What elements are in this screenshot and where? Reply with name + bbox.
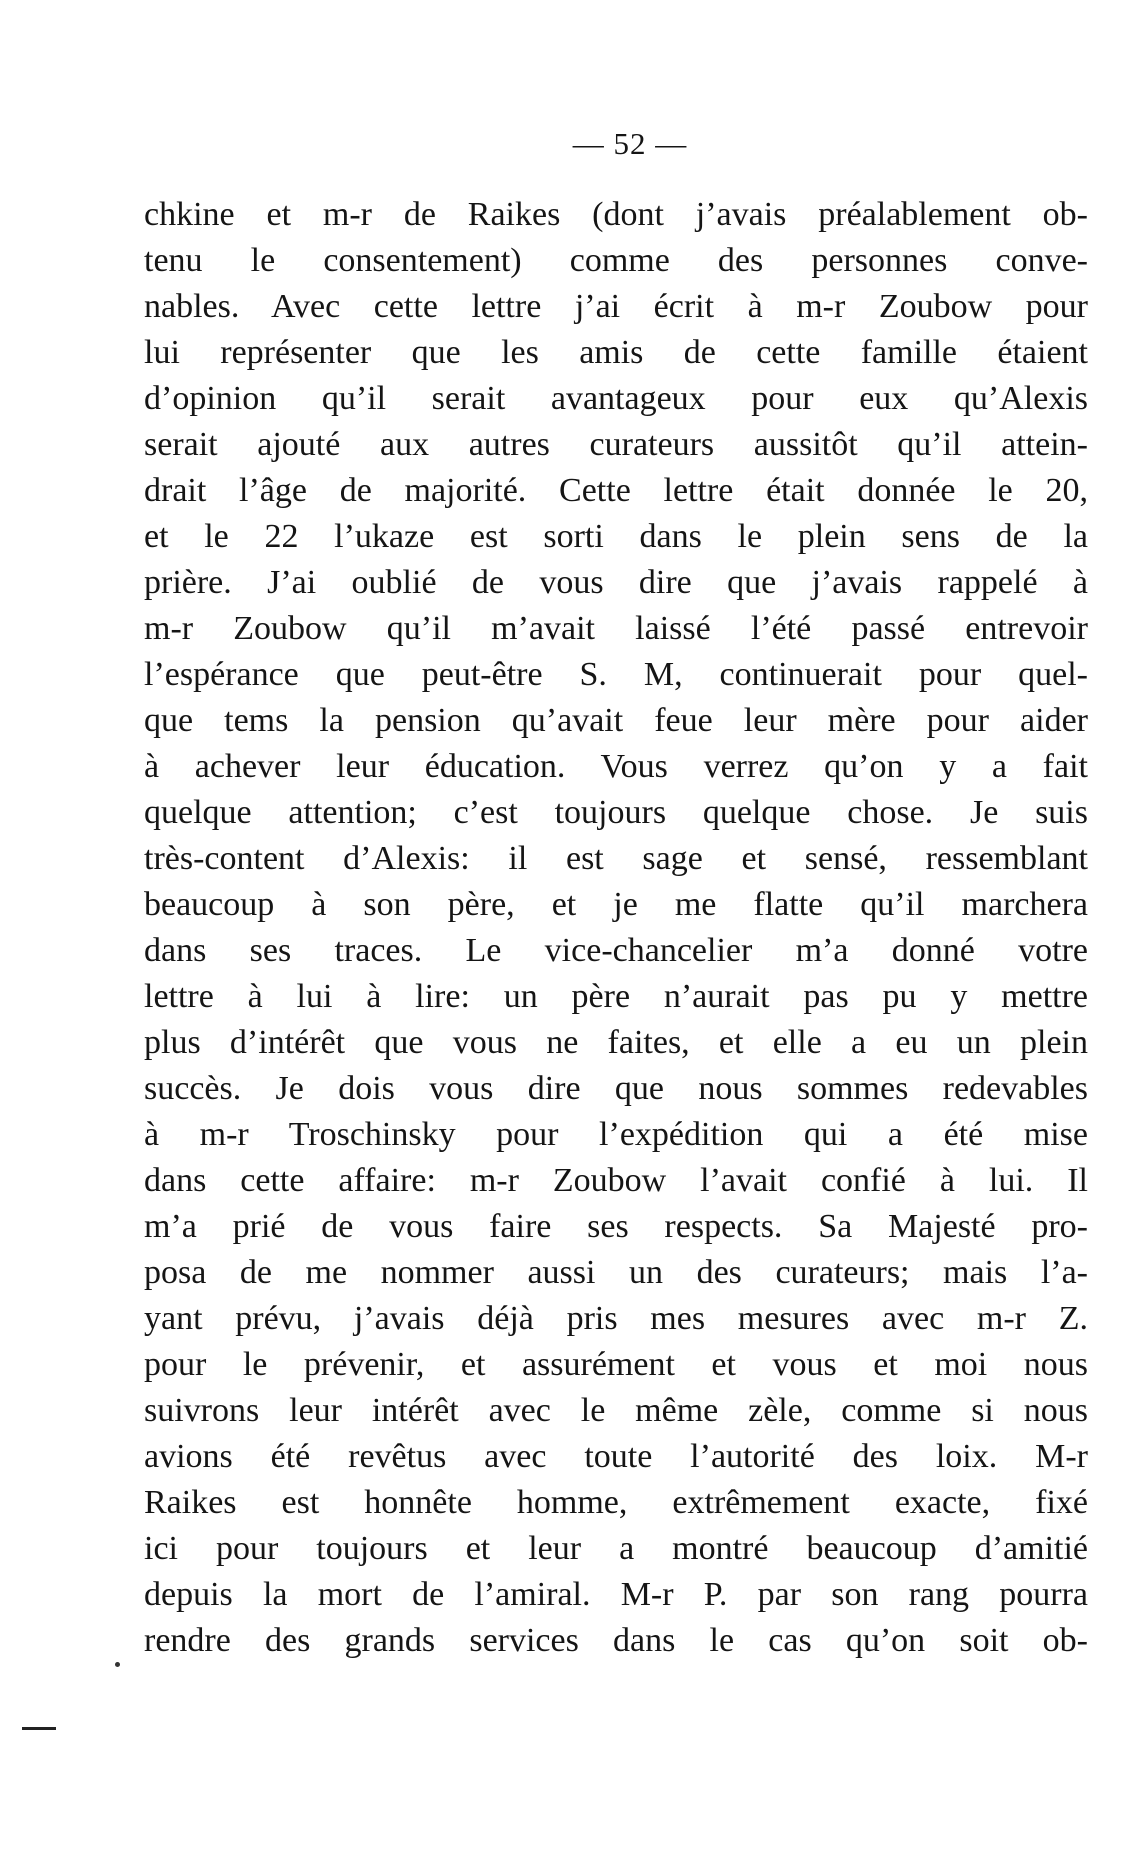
text-line: lui représenter que les amis de cette famille étaient: [144, 334, 1088, 371]
body-text: [144, 192, 1088, 1664]
text-line: quelque attention; c’est toujours quelque chose. Je suis: [144, 794, 1088, 831]
text-line: yant prévu, j’avais déjà pris mes mesures avec m-r Z.: [144, 1300, 1088, 1337]
text-line: à m-r Troschinsky pour l’expédition qui a été mise: [144, 1116, 1088, 1153]
margin-dash-mark: [22, 1727, 56, 1730]
text-line: drait l’âge de majorité. Cette lettre était donnée le 20,: [144, 472, 1088, 509]
text-line: que tems la pension qu’avait feue leur mère pour aider: [144, 702, 1088, 739]
text-line: très-content d’Alexis: il est sage et sensé, ressemblant: [144, 840, 1088, 877]
page-number: — 52 —: [572, 126, 688, 161]
text-line: prière. J’ai oublié de vous dire que j’avais rappelé à: [144, 564, 1088, 601]
text-line: dans cette affaire: m-r Zoubow l’avait confié à lui. Il: [144, 1162, 1088, 1199]
text-line: l’espérance que peut-être S. M, continuerait pour quel-: [144, 656, 1088, 693]
text-line: plus d’intérêt que vous ne faites, et elle a eu un plein: [144, 1024, 1088, 1061]
text-line: rendre des grands services dans le cas qu’on soit ob-: [144, 1622, 1088, 1659]
text-line: suivrons leur intérêt avec le même zèle, comme si nous: [144, 1392, 1088, 1429]
text-line: succès. Je dois vous dire que nous sommes redevables: [144, 1070, 1088, 1107]
text-line: beaucoup à son père, et je me flatte qu’il marchera: [144, 886, 1088, 923]
text-line: m’a prié de vous faire ses respects. Sa Majesté pro-: [144, 1208, 1088, 1245]
text-line: et le 22 l’ukaze est sorti dans le plein sens de la: [144, 518, 1088, 555]
text-line: nables. Avec cette lettre j’ai écrit à m-r Zoubow pour: [144, 288, 1088, 325]
text-line: d’opinion qu’il serait avantageux pour eux qu’Alexis: [144, 380, 1088, 417]
text-line: m-r Zoubow qu’il m’avait laissé l’été passé entrevoir: [144, 610, 1088, 647]
margin-speck: [115, 1662, 120, 1667]
text-line: avions été revêtus avec toute l’autorité des loix. M-r: [144, 1438, 1088, 1475]
text-line: ici pour toujours et leur a montré beaucoup d’amitié: [144, 1530, 1088, 1567]
text-line: posa de me nommer aussi un des curateurs; mais l’a-: [144, 1254, 1088, 1291]
text-line: dans ses traces. Le vice-chancelier m’a donné votre: [144, 932, 1088, 969]
text-line: Raikes est honnête homme, extrêmement exacte, fixé: [144, 1484, 1088, 1521]
text-line: à achever leur éducation. Vous verrez qu’on y a fait: [144, 748, 1088, 785]
text-line: lettre à lui à lire: un père n’aurait pas pu y mettre: [144, 978, 1088, 1015]
text-line: chkine et m-r de Raikes (dont j’avais préalablement ob-: [144, 196, 1088, 233]
text-line: serait ajouté aux autres curateurs aussitôt qu’il attein-: [144, 426, 1088, 463]
text-line: tenu le consentement) comme des personnes conve-: [144, 242, 1088, 279]
text-line: depuis la mort de l’amiral. M-r P. par son rang pourra: [144, 1576, 1088, 1613]
text-line: pour le prévenir, et assurément et vous et moi nous: [144, 1346, 1088, 1383]
